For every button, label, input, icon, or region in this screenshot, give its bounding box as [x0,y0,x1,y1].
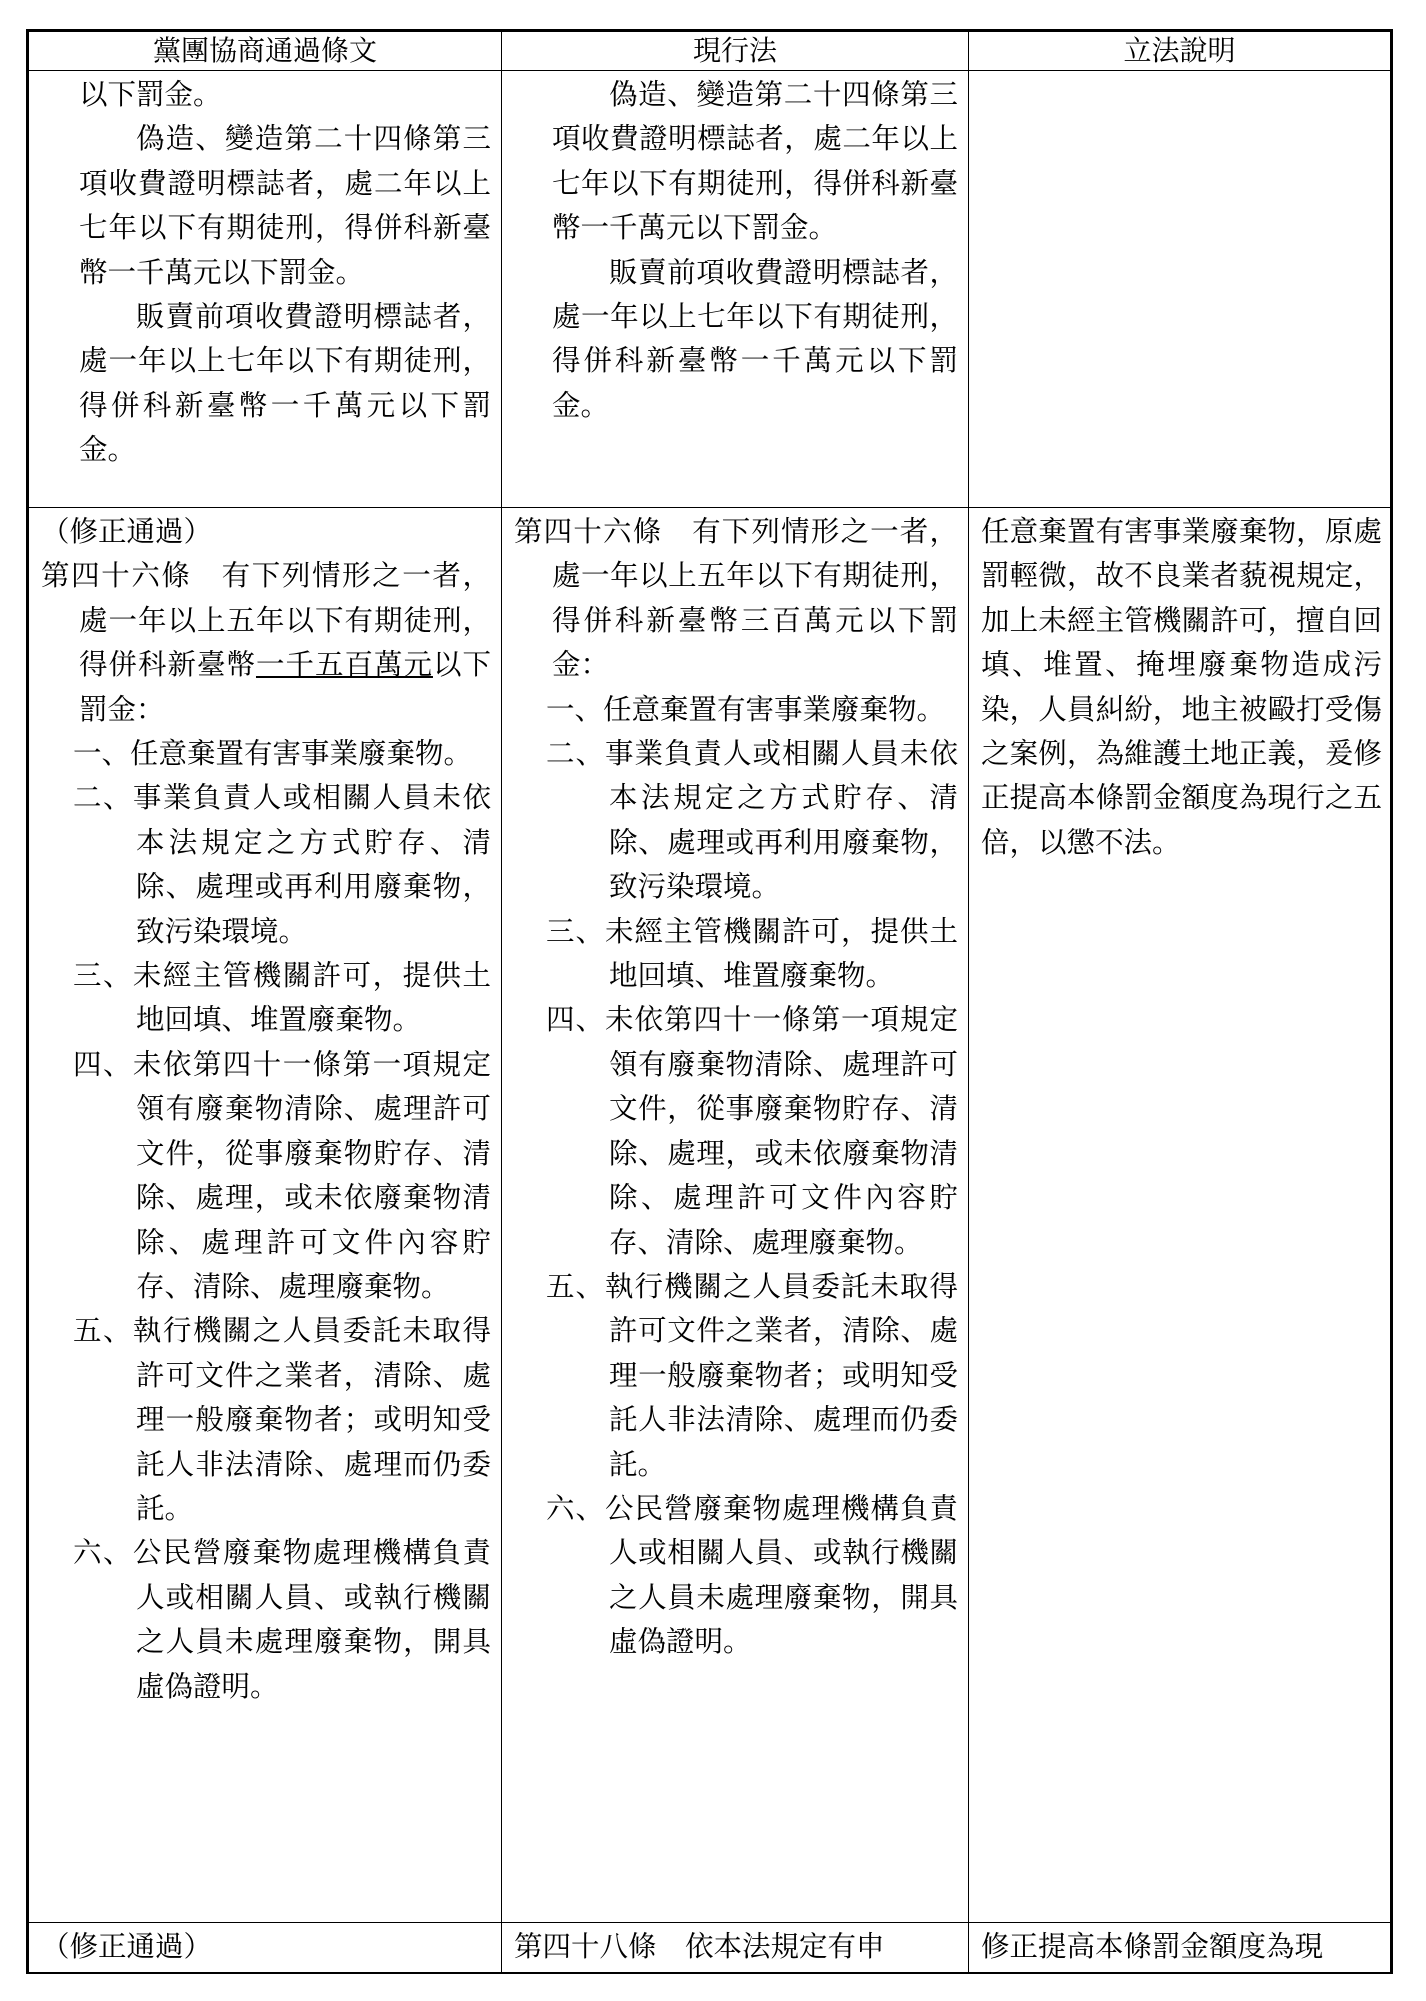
article-46-passed [41,554,491,732]
paragraph: 偽造、變造第二十四條第三項收費證明標誌者，處二年以上七年以下有期徒刑，得併科新臺幣一千萬元以下罰金。 [552,78,958,245]
list-item: 一、任意棄置有害事業廢棄物。 [73,737,473,771]
list-item: 四、未依第四十一條第一項規定領有廢棄物清除、處理許可文件，從事廢棄物貯存、清除、處理，或未依廢棄物清除、處理許可文件內容貯存、清除、處理廢棄物。 [73,1047,491,1303]
list-item: 五、執行機關之人員委託未取得許可文件之業者，清除、處理一般廢棄物者；或明知受託人非法清除、處理而仍委託。 [546,1269,958,1481]
explanation-text [969,71,1390,75]
amendment-note: （修正通過） [41,1930,213,1963]
cell-passed [29,1923,502,1975]
table-row [29,1923,1391,1975]
paragraph: 販賣前項收費證明標誌者，處一年以上七年以下有期徒刑，得併科新臺幣一千萬元以下罰金。 [552,255,958,422]
article-comparison-table [28,31,1391,1974]
list-item: 三、未經主管機關許可，提供土地回填、堆置廢棄物。 [73,959,491,1037]
list-item: 二、事業負責人或相關人員未依本法規定之方式貯存、清除、處理或再利用廢棄物，致污染環境。 [546,737,958,904]
table-row [29,71,1391,508]
list-item: 一、任意棄置有害事業廢棄物。 [546,692,946,726]
article-48-current: 第四十八條 依本法規定有申 [514,1930,885,1963]
cell-passed [29,71,502,508]
cell-passed [29,508,502,1923]
paragraph: 販賣前項收費證明標誌者，處一年以上七年以下有期徒刑，得併科新臺幣一千萬元以下罰金。 [79,300,491,467]
header-row [29,32,1391,71]
cell-current [502,71,969,508]
amended-amount: 一千五百萬元 [255,648,433,682]
list-item: 三、未經主管機關許可，提供土地回填、堆置廢棄物。 [546,914,958,993]
list-item: 四、未依第四十一條第一項規定領有廢棄物清除、處理許可文件，從事廢棄物貯存、清除、處理，或未依廢棄物清除、處理許可文件內容貯存、清除、處理廢棄物。 [546,1003,958,1259]
header-legislative-explanation: 立法說明 [969,32,1391,71]
cell-explanation [969,71,1391,508]
cell-current [502,1923,969,1975]
article-text: 以下罰金： [79,648,491,726]
table-row [29,508,1391,1923]
paragraph: 以下罰金。 [79,78,222,111]
cell-explanation [969,508,1391,1923]
cell-current [502,508,969,1923]
list-item: 五、執行機關之人員委託未取得許可文件之業者，清除、處理一般廢棄物者；或明知受託人非法清除、處理而仍委託。 [73,1314,491,1525]
article-text: 第四十六條 有下列情形之一者，處一年以上五年以下有期徒刑，得併科新臺幣 [41,559,491,682]
list-item: 二、事業負責人或相關人員未依本法規定之方式貯存、清除、處理或再利用廢棄物，致污染環境。 [73,781,491,948]
paragraph: 偽造、變造第二十四條第三項收費證明標誌者，處二年以上七年以下有期徒刑，得併科新臺幣一千萬元以下罰金。 [79,122,491,289]
article-46-current: 第四十六條 有下列情形之一者，處一年以上五年以下有期徒刑，得併科新臺幣三百萬元以下罰金： [514,515,958,682]
cell-explanation [969,1923,1391,1975]
explanation-text: 修正提高本條罰金額度為現 [981,1930,1324,1963]
list-item: 六、公民營廢棄物處理機構負責人或相關人員、或執行機關之人員未處理廢棄物，開具虛偽證明。 [73,1536,491,1703]
explanation-text: 任意棄置有害事業廢棄物，原處罰輕微，故不良業者藐視規定，加上未經主管機關許可，擅自回填、堆置、掩埋廢棄物造成污染，人員糾紛，地主被毆打受傷之案例，為維護土地正義，爰修正提高本條罰金額度為現行之五倍，以懲不法。 [981,515,1382,859]
amendment-note: （修正通過） [41,515,213,548]
comparison-table [26,29,1393,1974]
list-item: 六、公民營廢棄物處理機構負責人或相關人員、或執行機關之人員未處理廢棄物，開具虛偽證明。 [546,1491,958,1659]
header-passed-text: 黨團協商通過條文 [29,32,502,71]
header-current-law: 現行法 [502,32,969,71]
